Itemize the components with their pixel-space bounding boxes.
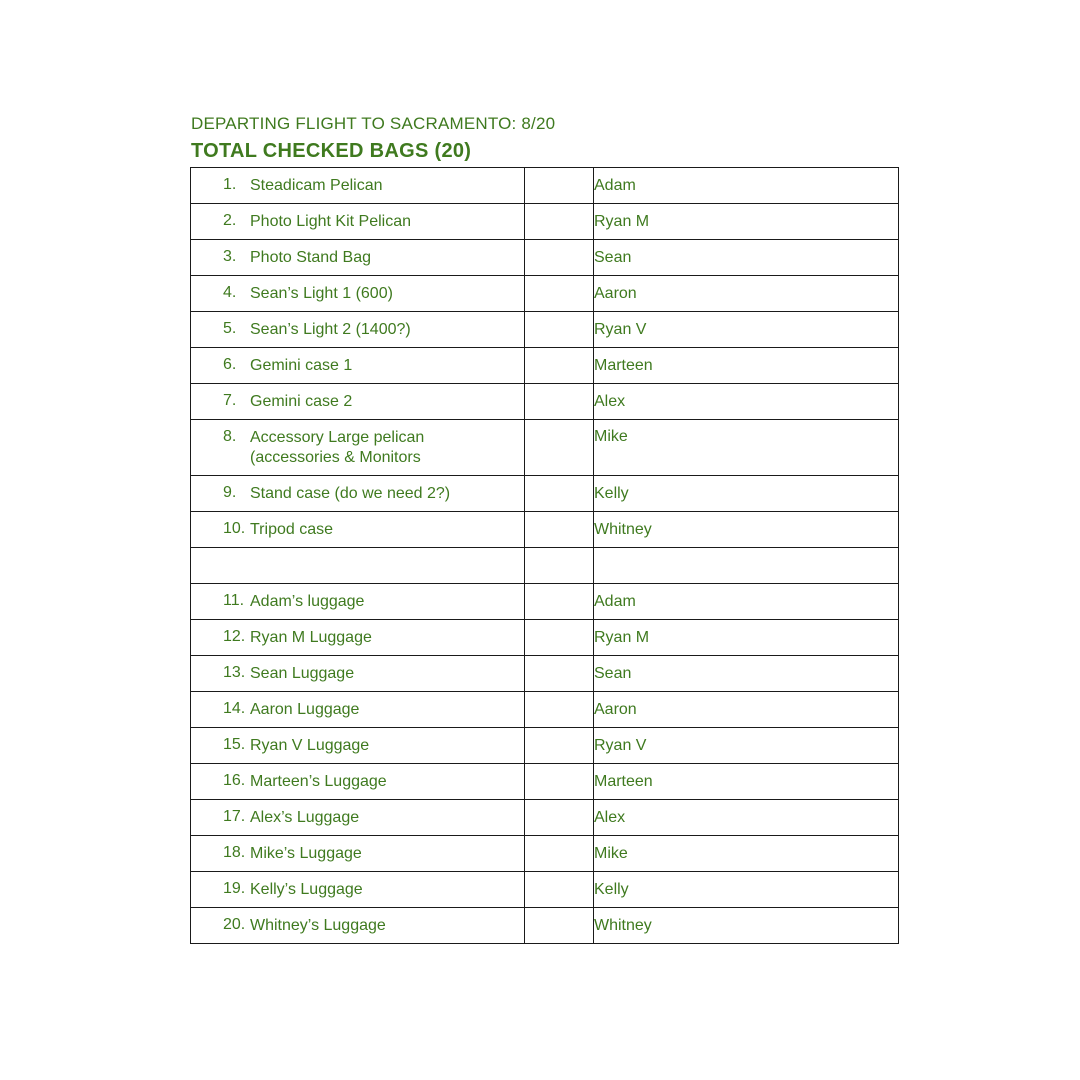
item-label-line: Alex’s Luggage — [250, 808, 360, 826]
table-row — [191, 764, 899, 800]
item-cell — [191, 276, 525, 312]
item-cell — [191, 240, 525, 276]
item-cell — [191, 836, 525, 872]
item-number: 17. — [223, 807, 246, 825]
item-number: 18. — [223, 843, 246, 861]
table-row — [191, 420, 899, 476]
item-cell-content — [191, 176, 524, 196]
item-label — [250, 212, 411, 232]
item-label-line: Sean Luggage — [250, 664, 355, 682]
item-cell — [191, 204, 525, 240]
owner-cell: Mike — [594, 420, 899, 476]
item-cell-content — [191, 356, 524, 376]
middle-cell — [525, 764, 594, 800]
middle-cell — [525, 728, 594, 764]
middle-cell — [525, 692, 594, 728]
table-row — [191, 204, 899, 240]
middle-cell — [525, 584, 594, 620]
item-cell — [191, 420, 525, 476]
item-number: 1. — [223, 175, 237, 193]
item-cell — [191, 476, 525, 512]
item-label-line: Aaron Luggage — [250, 700, 360, 718]
item-cell — [191, 764, 525, 800]
middle-cell — [525, 240, 594, 276]
table-row — [191, 908, 899, 944]
item-cell — [191, 384, 525, 420]
item-cell-content — [191, 844, 524, 864]
owner-cell: Marteen — [594, 764, 899, 800]
page-title: TOTAL CHECKED BAGS (20) — [191, 140, 472, 162]
item-label-line: Gemini case 1 — [250, 356, 353, 374]
item-cell-content — [191, 428, 524, 468]
item-number: 10. — [223, 519, 246, 537]
table-row — [191, 800, 899, 836]
table-row — [191, 584, 899, 620]
item-number: 3. — [223, 247, 237, 265]
item-label-line: Adam’s luggage — [250, 592, 365, 610]
item-cell-content — [191, 880, 524, 900]
item-label — [250, 772, 387, 792]
checked-bags-table-body — [191, 168, 899, 944]
item-number: 2. — [223, 211, 237, 229]
item-label — [250, 320, 411, 340]
middle-cell — [525, 800, 594, 836]
middle-cell — [525, 908, 594, 944]
owner-cell: Sean — [594, 656, 899, 692]
item-number: 4. — [223, 283, 237, 301]
item-label-line: Sean’s Light 1 (600) — [250, 284, 393, 302]
table-row — [191, 348, 899, 384]
item-label — [250, 844, 362, 864]
item-cell — [191, 800, 525, 836]
item-label — [250, 700, 359, 720]
item-cell — [191, 872, 525, 908]
owner-cell: Mike — [594, 836, 899, 872]
item-number: 11. — [223, 591, 245, 609]
checked-bags-table — [190, 167, 899, 944]
owner-cell: Aaron — [594, 276, 899, 312]
item-cell — [191, 620, 525, 656]
owner-cell: Sean — [594, 240, 899, 276]
item-cell-content — [191, 808, 524, 828]
item-cell-content — [191, 520, 524, 540]
item-cell — [191, 692, 525, 728]
item-label — [250, 880, 363, 900]
item-cell-content — [191, 484, 524, 504]
item-label-line: Kelly’s Luggage — [250, 880, 363, 898]
middle-cell — [525, 476, 594, 512]
item-cell — [191, 168, 525, 204]
item-cell-content — [191, 392, 524, 412]
item-label — [250, 176, 383, 196]
owner-cell: Ryan M — [594, 204, 899, 240]
item-label-line: Stand case (do we need 2?) — [250, 484, 451, 502]
owner-cell — [594, 548, 899, 584]
item-label — [250, 284, 393, 304]
item-cell — [191, 908, 525, 944]
item-label-line: Steadicam Pelican — [250, 176, 383, 194]
item-label — [250, 736, 369, 756]
item-label-line: Accessory Large pelican — [250, 429, 425, 446]
owner-cell: Ryan V — [594, 312, 899, 348]
item-label — [250, 628, 372, 648]
item-label — [250, 808, 359, 828]
item-cell — [191, 312, 525, 348]
item-cell-content — [191, 700, 524, 720]
table-row — [191, 512, 899, 548]
middle-cell — [525, 548, 594, 584]
item-number: 5. — [223, 319, 237, 337]
item-label-line: Tripod case — [250, 520, 333, 538]
item-cell-content — [191, 772, 524, 792]
item-number: 16. — [223, 771, 246, 789]
owner-cell: Alex — [594, 384, 899, 420]
table-row — [191, 836, 899, 872]
item-cell-content — [191, 664, 524, 684]
middle-cell — [525, 836, 594, 872]
middle-cell — [525, 312, 594, 348]
item-number: 20. — [223, 915, 246, 933]
item-label — [250, 916, 386, 936]
owner-cell: Adam — [594, 168, 899, 204]
table-row — [191, 872, 899, 908]
item-cell — [191, 512, 525, 548]
middle-cell — [525, 420, 594, 476]
item-label — [250, 356, 352, 376]
item-number: 19. — [223, 879, 246, 897]
table-row — [191, 620, 899, 656]
table-row — [191, 168, 899, 204]
item-label-line: Sean’s Light 2 (1400?) — [250, 320, 411, 338]
item-number: 7. — [223, 391, 237, 409]
owner-cell: Ryan V — [594, 728, 899, 764]
table-row — [191, 240, 899, 276]
table-row — [191, 728, 899, 764]
item-cell — [191, 728, 525, 764]
item-label — [250, 392, 352, 412]
item-cell — [191, 548, 525, 584]
item-label — [250, 428, 424, 468]
middle-cell — [525, 872, 594, 908]
table-row — [191, 548, 899, 584]
owner-cell: Marteen — [594, 348, 899, 384]
item-label-line: Photo Stand Bag — [250, 248, 371, 266]
item-label-line: Gemini case 2 — [250, 392, 353, 410]
item-number: 9. — [223, 483, 237, 501]
owner-cell: Adam — [594, 584, 899, 620]
table-row — [191, 276, 899, 312]
item-number: 15. — [223, 735, 246, 753]
item-number: 13. — [223, 663, 246, 681]
item-cell-content — [191, 284, 524, 304]
owner-cell: Aaron — [594, 692, 899, 728]
owner-cell: Ryan M — [594, 620, 899, 656]
item-label — [250, 484, 450, 504]
middle-cell — [525, 348, 594, 384]
table-row — [191, 476, 899, 512]
owner-cell: Whitney — [594, 512, 899, 548]
table-row — [191, 692, 899, 728]
item-cell — [191, 348, 525, 384]
item-cell — [191, 656, 525, 692]
item-label — [250, 248, 371, 268]
item-number: 12. — [223, 627, 246, 645]
owner-cell: Kelly — [594, 476, 899, 512]
item-number: 6. — [223, 355, 237, 373]
item-label-line: Whitney’s Luggage — [250, 916, 386, 934]
owner-cell: Kelly — [594, 872, 899, 908]
item-cell-content — [191, 736, 524, 756]
item-cell-content — [191, 212, 524, 232]
table-row — [191, 656, 899, 692]
item-cell-content — [191, 320, 524, 340]
middle-cell — [525, 204, 594, 240]
item-label-line: Ryan V Luggage — [250, 736, 370, 754]
item-label-line: Ryan M Luggage — [250, 628, 372, 646]
item-label-line: Marteen’s Luggage — [250, 772, 387, 790]
middle-cell — [525, 512, 594, 548]
item-label — [250, 664, 354, 684]
item-cell-content — [191, 916, 524, 936]
item-number: 8. — [223, 428, 237, 445]
item-number: 14. — [223, 699, 246, 717]
item-label — [250, 520, 333, 540]
table-row — [191, 312, 899, 348]
item-cell-content — [191, 248, 524, 268]
page-subtitle: DEPARTING FLIGHT TO SACRAMENTO: 8/20 — [191, 114, 556, 133]
owner-cell: Alex — [594, 800, 899, 836]
item-cell — [191, 584, 525, 620]
middle-cell — [525, 168, 594, 204]
item-label — [250, 592, 364, 612]
item-label-line: (accessories & Monitors — [250, 449, 421, 466]
item-cell-content — [191, 592, 524, 612]
owner-cell: Whitney — [594, 908, 899, 944]
middle-cell — [525, 384, 594, 420]
table-row — [191, 384, 899, 420]
middle-cell — [525, 620, 594, 656]
item-cell-content — [191, 628, 524, 648]
item-label-line: Photo Light Kit Pelican — [250, 212, 411, 230]
middle-cell — [525, 656, 594, 692]
item-label-line: Mike’s Luggage — [250, 844, 362, 862]
middle-cell — [525, 276, 594, 312]
